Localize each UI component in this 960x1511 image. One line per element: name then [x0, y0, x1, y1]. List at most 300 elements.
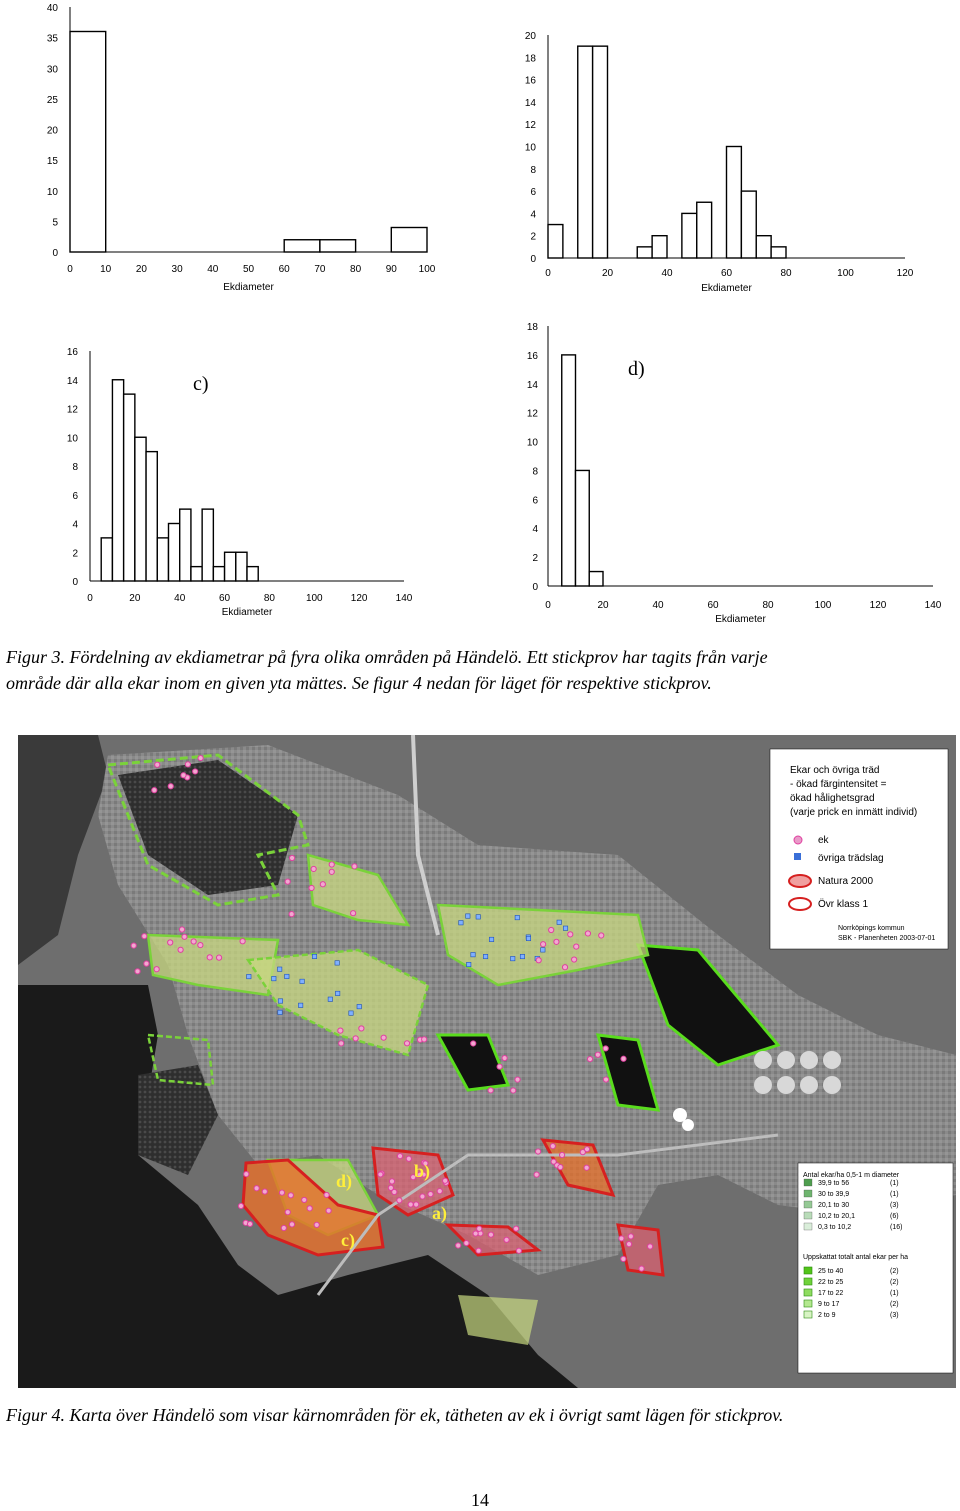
ek-tree-marker	[381, 1035, 386, 1040]
histogram-bar	[562, 355, 576, 586]
ek-tree-marker	[559, 1152, 564, 1157]
ek-tree-marker	[254, 1186, 259, 1191]
ek-tree-marker	[179, 927, 184, 932]
x-tick-label: 70	[314, 264, 326, 275]
ek-tree-marker	[408, 1202, 413, 1207]
histogram-bar	[652, 236, 667, 258]
histogram-bar	[236, 552, 247, 581]
x-tick-label: 120	[896, 268, 914, 279]
ek-tree-marker	[198, 755, 203, 760]
ek-tree-marker	[513, 1226, 518, 1231]
ek-tree-marker	[599, 933, 604, 938]
histogram-bar	[771, 247, 786, 258]
other-tree-marker	[285, 974, 289, 978]
ek-tree-marker	[471, 1041, 476, 1046]
ek-tree-marker	[621, 1256, 626, 1261]
histogram-bar	[70, 32, 106, 253]
x-tick-label: 20	[601, 268, 614, 279]
ek-tree-marker	[289, 855, 294, 860]
other-tree-marker	[298, 1003, 302, 1007]
ek-tree-marker	[279, 1190, 284, 1195]
y-tick-label: 14	[524, 97, 536, 109]
ek-tree-marker	[191, 939, 196, 944]
other-tree-marker	[471, 952, 475, 956]
histogram-c	[0, 315, 460, 635]
ek-tree-marker	[154, 967, 159, 972]
ek-tree-marker	[603, 1046, 608, 1051]
x-tick-label: 80	[350, 264, 362, 275]
histogram-bar	[637, 247, 652, 258]
histogram-bar	[191, 567, 202, 581]
ek-tree-marker	[621, 1056, 626, 1061]
total-count: (1)	[890, 1290, 899, 1297]
ek-tree-marker	[554, 939, 559, 944]
ek-tree-marker	[574, 944, 579, 949]
other-tree-marker	[476, 915, 480, 919]
x-tick-label: 10	[100, 264, 112, 275]
ek-tree-marker	[585, 931, 590, 936]
ek-tree-marker	[135, 969, 140, 974]
density-range: 30 to 39,9	[818, 1191, 850, 1198]
ek-tree-marker	[207, 955, 212, 960]
y-tick-label: 8	[530, 164, 536, 176]
ek-tree-marker	[262, 1189, 267, 1194]
ek-tree-marker	[314, 1222, 319, 1227]
other-tree-marker	[541, 948, 545, 952]
histogram-bar	[391, 228, 427, 253]
ek-tree-marker	[288, 1193, 293, 1198]
other-tree-marker	[278, 999, 282, 1003]
ek-tree-marker	[595, 1052, 600, 1057]
legend-item-ovr: Övr klass 1	[818, 899, 869, 910]
ek-tree-marker	[378, 1172, 383, 1177]
ek-tree-marker	[568, 932, 573, 937]
x-tick-label: 60	[219, 593, 231, 604]
ek-tree-marker	[309, 885, 314, 890]
y-tick-label: 40	[46, 3, 58, 14]
ek-tree-marker	[216, 955, 221, 960]
ek-tree-marker	[281, 1225, 286, 1230]
natura-swatch-icon	[789, 875, 811, 887]
x-tick-label: 40	[652, 600, 664, 611]
y-tick-label: 8	[72, 462, 78, 473]
other-tree-marker	[526, 936, 530, 940]
site-label-a: a)	[432, 1203, 447, 1223]
legend-item-natura: Natura 2000	[818, 876, 874, 887]
density-count: (1)	[890, 1180, 899, 1187]
x-tick-label: 60	[278, 264, 290, 275]
ek-tree-marker	[428, 1192, 433, 1197]
ek-tree-marker	[511, 1088, 516, 1093]
ek-tree-marker	[504, 1237, 509, 1242]
total-swatch	[804, 1267, 812, 1274]
density-range: 10,2 to 20,1	[818, 1213, 855, 1220]
y-tick-label: 15	[46, 156, 58, 168]
ek-tree-marker	[473, 1231, 478, 1236]
legend-item-ovriga: övriga trädslag	[818, 853, 884, 864]
x-tick-label: 20	[597, 600, 609, 611]
ek-tree-marker	[324, 1192, 329, 1197]
figure-3-caption-line-2: område där alla ekar inom en given yta mättes. Se figur 4 nedan för läget för respektive stickprov.	[6, 673, 712, 693]
ek-tree-marker	[497, 1064, 502, 1069]
site-label-c: c)	[341, 1230, 355, 1250]
ek-tree-marker	[352, 864, 357, 869]
y-tick-label: 12	[524, 120, 536, 132]
other-tree-marker	[278, 1010, 282, 1014]
histogram-bar	[213, 567, 224, 581]
y-tick-label: 10	[524, 142, 536, 154]
ek-tree-marker	[397, 1153, 402, 1158]
ek-tree-marker	[443, 1178, 448, 1183]
density-count: (1)	[890, 1191, 899, 1198]
y-tick-label: 10	[46, 186, 58, 198]
ek-tree-marker	[168, 784, 173, 789]
y-tick-label: 5	[52, 217, 58, 229]
density-range: 20,1 to 30	[818, 1202, 850, 1209]
y-tick-label: 35	[46, 33, 58, 45]
x-tick-label: 0	[67, 264, 73, 275]
ek-tree-marker	[338, 1028, 343, 1033]
total-swatch	[804, 1311, 812, 1318]
ek-tree-marker	[603, 1077, 608, 1082]
x-axis-title: Ekdiameter	[701, 283, 752, 294]
other-tree-marker	[272, 976, 276, 980]
total-count: (2)	[890, 1279, 899, 1286]
x-axis-title: Ekdiameter	[715, 614, 766, 625]
histogram-bar	[225, 552, 236, 581]
density-legend-title: Antal ekar/ha 0,5-1 m diameter	[803, 1172, 900, 1179]
histogram-bar	[157, 538, 168, 581]
map-legend	[770, 749, 948, 949]
ek-tree-marker	[392, 1189, 397, 1194]
histogram-bar	[727, 147, 742, 259]
y-tick-label: 14	[526, 379, 538, 391]
ek-tree-marker	[182, 934, 187, 939]
x-tick-label: 50	[242, 264, 255, 275]
other-tree-marker	[511, 956, 515, 960]
ek-tree-marker	[329, 862, 334, 867]
ek-tree-marker	[307, 1206, 312, 1211]
ek-tree-marker	[326, 1208, 331, 1213]
ek-tree-marker	[144, 961, 149, 966]
ek-tree-marker	[572, 957, 577, 962]
y-tick-label: 2	[72, 548, 78, 560]
y-tick-label: 16	[524, 75, 536, 87]
ovriga-marker-icon	[794, 853, 801, 860]
ek-tree-marker	[437, 1188, 442, 1193]
figure-3-caption-line-1: Figur 3. Fördelning av ekdiametrar på fyra olika områden på Händelö. Ett stickprov har tagits från varje	[6, 647, 768, 667]
x-axis-title: Ekdiameter	[221, 607, 273, 618]
ek-tree-marker	[178, 947, 183, 952]
histogram-d-svg	[480, 315, 955, 635]
ek-tree-marker	[397, 1198, 402, 1203]
legend-title-2: - ökad färgintensitet =	[790, 779, 887, 790]
histogram-c-svg	[0, 315, 460, 635]
density-swatch	[804, 1201, 812, 1208]
ek-tree-marker	[339, 1041, 344, 1046]
x-tick-label: 0	[87, 593, 93, 604]
x-tick-label: 40	[661, 268, 673, 279]
y-tick-label: 4	[72, 519, 78, 531]
x-tick-label: 100	[814, 600, 832, 611]
figure-4-caption	[6, 1402, 954, 1428]
ek-tree-marker	[558, 1165, 563, 1170]
histogram-bar	[169, 524, 180, 582]
ek-tree-marker	[320, 882, 325, 887]
density-range: 0,3 to 10,2	[818, 1224, 852, 1231]
y-tick-label: 18	[524, 53, 536, 65]
ek-tree-marker	[549, 927, 554, 932]
other-tree-marker	[489, 937, 493, 941]
panel-label: c)	[193, 373, 209, 395]
other-tree-marker	[277, 967, 281, 971]
other-tree-marker	[520, 954, 524, 958]
ek-tree-marker	[550, 1144, 555, 1149]
total-range: 17 to 22	[818, 1290, 844, 1297]
y-tick-label: 18	[526, 322, 538, 333]
y-tick-label: 6	[530, 187, 536, 199]
ek-tree-marker	[420, 1194, 425, 1199]
x-tick-label: 140	[395, 593, 413, 604]
ek-tree-marker	[639, 1266, 644, 1271]
other-tree-marker	[247, 974, 251, 978]
site-label-d: d)	[336, 1171, 353, 1191]
ek-tree-marker	[476, 1248, 481, 1253]
ek-tree-marker	[302, 1197, 307, 1202]
density-swatch	[804, 1179, 812, 1186]
x-tick-label: 60	[707, 600, 719, 611]
ek-tree-marker	[193, 769, 198, 774]
x-tick-label: 120	[869, 600, 887, 611]
ek-tree-marker	[488, 1088, 493, 1093]
y-tick-label: 20	[524, 31, 536, 42]
density-swatch	[804, 1190, 812, 1197]
other-tree-marker	[335, 961, 339, 965]
x-tick-label: 80	[762, 600, 774, 611]
ek-marker-icon	[794, 836, 802, 844]
y-tick-label: 8	[532, 466, 538, 478]
ek-tree-marker	[244, 1172, 249, 1177]
ek-tree-marker	[587, 1056, 592, 1061]
total-range: 9 to 17	[818, 1301, 840, 1308]
y-tick-label: 16	[66, 347, 78, 358]
other-tree-marker	[459, 921, 463, 925]
x-tick-label: 90	[385, 264, 397, 275]
histogram-bar	[101, 538, 112, 581]
ek-tree-marker	[359, 1026, 364, 1031]
histogram-bar	[135, 437, 146, 581]
ek-tree-marker	[285, 879, 290, 884]
other-tree-marker	[312, 954, 316, 958]
histogram-a-svg	[0, 0, 460, 300]
histogram-d	[480, 315, 955, 635]
histogram-bar	[756, 236, 771, 258]
panel-label: d)	[628, 358, 645, 380]
ek-tree-marker	[584, 1147, 589, 1152]
ek-tree-marker	[152, 788, 157, 793]
other-tree-marker	[557, 920, 561, 924]
histogram-bar	[576, 470, 590, 586]
ek-tree-marker	[353, 1036, 358, 1041]
y-tick-label: 16	[526, 350, 538, 362]
ek-tree-marker	[619, 1236, 624, 1241]
x-tick-label: 100	[418, 264, 436, 275]
x-tick-label: 20	[135, 264, 147, 275]
histogram-bar	[124, 394, 135, 581]
ek-tree-marker	[534, 1172, 539, 1177]
ek-tree-marker	[155, 762, 160, 767]
y-tick-label: 2	[532, 553, 538, 565]
ek-tree-marker	[584, 1165, 589, 1170]
density-legend-title-2: Uppskattat totalt antal ekar per ha	[803, 1254, 909, 1261]
site-label-b: b)	[414, 1161, 431, 1181]
histogram-bar	[697, 202, 712, 258]
other-tree-marker	[335, 991, 339, 995]
ek-tree-marker	[648, 1244, 653, 1249]
ek-tree-marker	[198, 942, 203, 947]
histogram-a	[0, 0, 460, 300]
y-tick-label: 20	[46, 125, 58, 137]
ek-tree-marker	[240, 939, 245, 944]
x-tick-label: 100	[305, 593, 323, 604]
ek-tree-marker	[238, 1203, 243, 1208]
x-axis-title: Ekdiameter	[223, 282, 274, 293]
histogram-bar	[180, 509, 191, 581]
y-tick-label: 4	[532, 524, 538, 536]
density-count: (6)	[890, 1213, 899, 1220]
ek-tree-marker	[289, 1222, 294, 1227]
histogram-b-svg	[480, 0, 950, 300]
ek-tree-marker	[502, 1055, 507, 1060]
other-tree-marker	[563, 926, 567, 930]
legend-credit-2: SBK - Planenheten 2003-07-01	[838, 935, 936, 942]
histogram-bar	[578, 46, 593, 258]
ek-tree-marker	[131, 943, 136, 948]
ek-tree-marker	[289, 912, 294, 917]
x-tick-label: 80	[263, 593, 275, 604]
ek-tree-marker	[351, 911, 356, 916]
histogram-bar	[589, 572, 603, 586]
y-tick-label: 0	[532, 582, 538, 593]
ek-tree-marker	[247, 1221, 252, 1226]
handelo-map-svg	[18, 735, 956, 1388]
x-tick-label: 120	[350, 593, 368, 604]
legend-title-1: Ekar och övriga träd	[790, 765, 880, 776]
y-tick-label: 10	[66, 433, 78, 445]
ek-tree-marker	[389, 1179, 394, 1184]
histogram-bar	[146, 452, 157, 581]
ek-tree-marker	[536, 1149, 541, 1154]
legend-title-3: ökad hålighetsgrad	[790, 793, 875, 804]
other-tree-marker	[466, 914, 470, 918]
histogram-bar	[682, 213, 697, 258]
histogram-bar	[320, 240, 356, 252]
histogram-b	[480, 0, 950, 300]
legend-title-4: (varje prick en inmätt individ)	[790, 807, 918, 818]
ek-tree-marker	[168, 940, 173, 945]
ek-tree-marker	[536, 958, 541, 963]
density-range: 39,9 to 56	[818, 1180, 850, 1187]
histogram-bar	[112, 380, 123, 581]
ek-tree-marker	[422, 1037, 427, 1042]
y-tick-label: 10	[526, 437, 538, 449]
y-tick-label: 4	[530, 209, 536, 221]
y-tick-label: 12	[66, 404, 78, 416]
density-swatch	[804, 1223, 812, 1230]
x-tick-label: 0	[545, 600, 551, 611]
other-tree-marker	[300, 979, 304, 983]
other-tree-marker	[483, 954, 487, 958]
other-tree-marker	[357, 1004, 361, 1008]
other-tree-marker	[328, 997, 332, 1001]
y-tick-label: 6	[72, 490, 78, 502]
ek-tree-marker	[285, 1210, 290, 1215]
ek-tree-marker	[477, 1226, 482, 1231]
total-swatch	[804, 1289, 812, 1296]
histogram-bar	[593, 46, 608, 258]
y-tick-label: 25	[46, 94, 58, 106]
x-tick-label: 40	[207, 264, 219, 275]
ek-tree-marker	[414, 1202, 419, 1207]
x-tick-label: 100	[837, 268, 854, 279]
density-swatch	[804, 1212, 812, 1219]
density-count: (3)	[890, 1202, 899, 1209]
ek-tree-marker	[311, 866, 316, 871]
ek-tree-marker	[626, 1242, 631, 1247]
ek-tree-marker	[516, 1248, 521, 1253]
other-tree-marker	[467, 962, 471, 966]
handelo-map	[18, 735, 956, 1388]
density-count: (16)	[890, 1224, 903, 1231]
histogram-bar	[202, 509, 213, 581]
ek-tree-marker	[406, 1156, 411, 1161]
y-tick-label: 0	[530, 254, 536, 265]
figure-3-caption	[6, 644, 954, 696]
histogram-bar	[247, 567, 258, 581]
total-swatch	[804, 1278, 812, 1285]
ek-tree-marker	[515, 1077, 520, 1082]
histogram-bar	[741, 191, 756, 258]
total-swatch	[804, 1300, 812, 1307]
ek-tree-marker	[181, 773, 186, 778]
other-tree-marker	[349, 1011, 353, 1015]
total-count: (2)	[890, 1301, 899, 1308]
ek-tree-marker	[142, 934, 147, 939]
histogram-bar	[548, 225, 563, 258]
ek-tree-marker	[541, 942, 546, 947]
y-tick-label: 14	[66, 375, 78, 387]
density-legend	[798, 1163, 953, 1373]
x-tick-label: 30	[171, 264, 183, 275]
ek-tree-marker	[404, 1041, 409, 1046]
y-tick-label: 12	[526, 408, 538, 420]
total-range: 2 to 9	[818, 1312, 836, 1319]
ek-tree-marker	[562, 965, 567, 970]
total-range: 25 to 40	[818, 1268, 844, 1275]
x-tick-label: 0	[545, 268, 551, 279]
x-tick-label: 140	[924, 600, 942, 611]
ek-tree-marker	[464, 1240, 469, 1245]
other-tree-marker	[515, 915, 519, 919]
x-tick-label: 20	[129, 593, 141, 604]
ek-tree-marker	[456, 1243, 461, 1248]
y-tick-label: 30	[46, 64, 58, 76]
x-tick-label: 60	[720, 268, 733, 279]
figure-4-caption-line: Figur 4. Karta över Händelö som visar kärnområden för ek, tätheten av ek i övrigt samt lägen för stickprov.	[6, 1405, 784, 1425]
y-tick-label: 0	[52, 248, 58, 259]
total-count: (2)	[890, 1268, 899, 1275]
x-tick-label: 80	[780, 268, 792, 279]
